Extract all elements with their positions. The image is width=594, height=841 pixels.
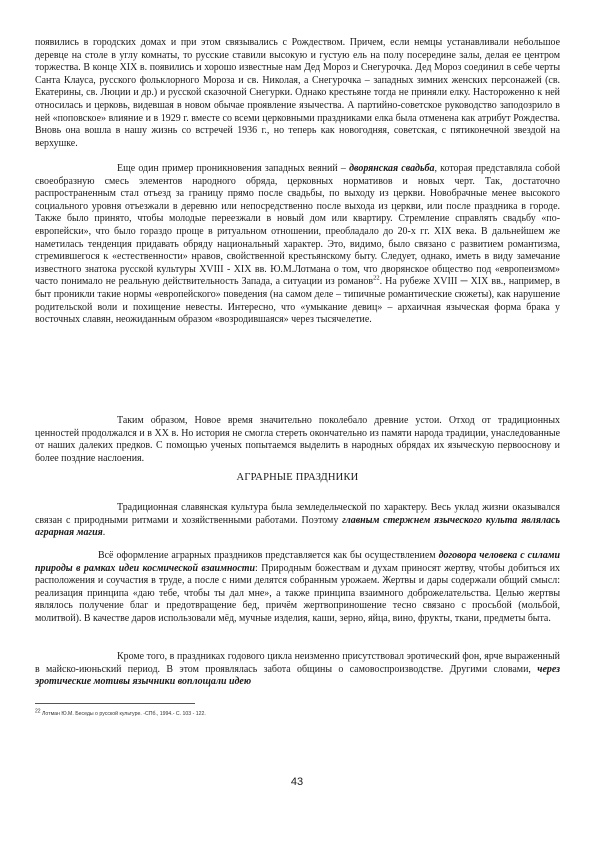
footnote-reference[interactable]: 22 (373, 275, 380, 283)
section-heading: АГРАРНЫЕ ПРАЗДНИКИ (236, 472, 359, 483)
text-line: церковными праздниками елка была отменена как атрибут Рождества. Вновь она вошла в нашу (35, 112, 560, 137)
text-span: Традиционная славянская культура была земледельческой по характеру. Весь уклад жизни оказывался связан с природными ритмами и хозяйственными работами. Поэтому (35, 502, 560, 526)
text-span: . (102, 527, 106, 539)
text-line: ель на полу посередине залы, делая ее центром торжества. В конце XIX в. появились и хорошо (35, 49, 560, 74)
emphasis-text: через эротические мотивы язычники воплощали идею (35, 663, 560, 688)
paragraph-text (35, 163, 560, 327)
paragraph-agrarian-culture (35, 502, 560, 540)
text-span: Всё оформление аграрных праздников представляется как бы осуществлением (98, 550, 439, 561)
footnote-text: Лотман Ю.М. Беседы о русской культуре. -СПб., 1994.- С. 103 - 122. (42, 711, 206, 717)
paragraph-text (35, 37, 560, 150)
paragraph-noble-wedding (35, 163, 560, 327)
footnote-number: 22 (35, 708, 41, 715)
text-span: Еще один пример проникновения западных веяний – (117, 163, 350, 174)
emphasis-text: главным стержнем языческого культа являлась аграрная магия (35, 514, 560, 539)
text-line: появились в городских домах и при этом связывались с Рождеством. Причем, если немцы (35, 37, 447, 48)
emphasis-text: дворянская свадьба (349, 163, 435, 174)
paragraph-erotic-motifs (35, 651, 560, 689)
text-line: известные нам Дед Мороз и Снегурочка. Дед Мороз соединил в себе черты Санта Клауса, русского (35, 62, 560, 86)
page-number: 43 (290, 776, 304, 788)
paragraph-christmas-tree (35, 37, 560, 150)
paragraph-text (35, 502, 560, 540)
text-line: Екатерины, св. Люции и др.) и русской сказочной Снегурки. Однако крестьяне тогда не приняли (35, 87, 450, 99)
emphasis-text: договора человека с силами природы в рамках идеи космической взаимности (35, 550, 560, 574)
footnote-divider (35, 703, 195, 704)
text-span: , которая представляла собой своеобразную смесь элементов народного обряда, церковных нормативов и новых черт. Так, достаточно распространенным стал отъезд за границу прямо после свадьбы, по выходу из церкви. Новобрачные менее высокого социального уровня отъезжали в деревню или непосредственно после выхода из церкви, или после праздника в городе. Также было принято, чтобы молодые переезжали в новый дом или квартиру. Стремление справлять свадьбу «по-европейски», что было гораздо проще в ритуальном отношении, преобладало до 20-х гг. XIX века. В дальнейшем же наметилась тенденция придавать обряду национальный характер. Это, видимо, было связано с развитием романтизма, стремившегося к «естественности» нравов, свойственной крестьянскому быту. Следует, однако, иметь в виду замечание известного знатока русской культуры XVIII - XIX вв. Ю.М.Лотмана о том, что дворянское общество под «европеизмом» часто понимало не реальную действительность Запада, а ситуации из романов (35, 163, 561, 288)
paragraph-sacrifice (35, 550, 560, 626)
text-line: устанавливали небольшое деревце на столе в углу комнаты, то русские ставили высокую и густую (35, 37, 560, 61)
paragraph-text: Таким образом, Новое время значительно поколебало древние устои. Отход от традиционных ценностей продолжался и в XX в. Но история не смогла стереть окончательно из памяти народа традиции, унаследованные от наших далеких предков. С помощью ученых попытаемся выделить в народных обрядах их языческую первооснову и более поздние наслоения. (35, 415, 560, 464)
footnote (35, 708, 560, 717)
text-span: . На рубеже XVIII ─ XIX вв., например, в быт проникли такие нормы «европейского» поведения (на самом деле – типичные романтические сюжеты), как нарушение родительской воли и похищение невесты. Интересно, что «умыкание девиц» – архаичная языческая форма брака у восточных славян, неожиданным образом «возродившаяся» через тысячелетие. (35, 276, 560, 326)
text-line: жизнь со встречей 1936 г., но теперь как новогодняя, советская, с пятиконечной звездой на верхушке. (35, 125, 560, 149)
paragraph-text (35, 550, 560, 626)
text-span: Кроме того, в праздниках годового цикла неизменно присутствовал эротический фон, ярче выраженный в майско-июньский период. В этом проявлялась забота общины о самовоспроизводстве. Другими словами, (35, 651, 560, 675)
paragraph-text (35, 651, 560, 689)
text-span: : Природным божествам и духам приносят жертву, чтобы добиться их расположения и соучастия в труде, а после с ними делятся собранным урожаем. Жертвы и дары содержали общий смысл: реализация принципа «даю тебе, чтобы ты дал мне», а также принципа взаимного доброжелательства. Целью жертвы являлось получение благ и предотвращение бед, причём жертвоприношение тесно связано с просьбой (мольбой, молитвой). В качестве даров использовали мёд, мучные изделия, каши, зерно, яйца, вино, фрукты, ткани, предметы быта. (35, 562, 560, 624)
text-line: фольклорного Мороза и св. Николая, а Снегурочка – западных зимних женских персонажей (св. (139, 74, 561, 86)
text-line: елку. Настороженно к ней относилась и церковь, видевшая в новом обычае проявление язычества. А (35, 87, 560, 111)
text-line: партийно-советское руководство заподозрило в ней «поповское» влияние и в 1929 г. вместе со всеми (35, 99, 560, 124)
paragraph-new-time (35, 415, 560, 465)
